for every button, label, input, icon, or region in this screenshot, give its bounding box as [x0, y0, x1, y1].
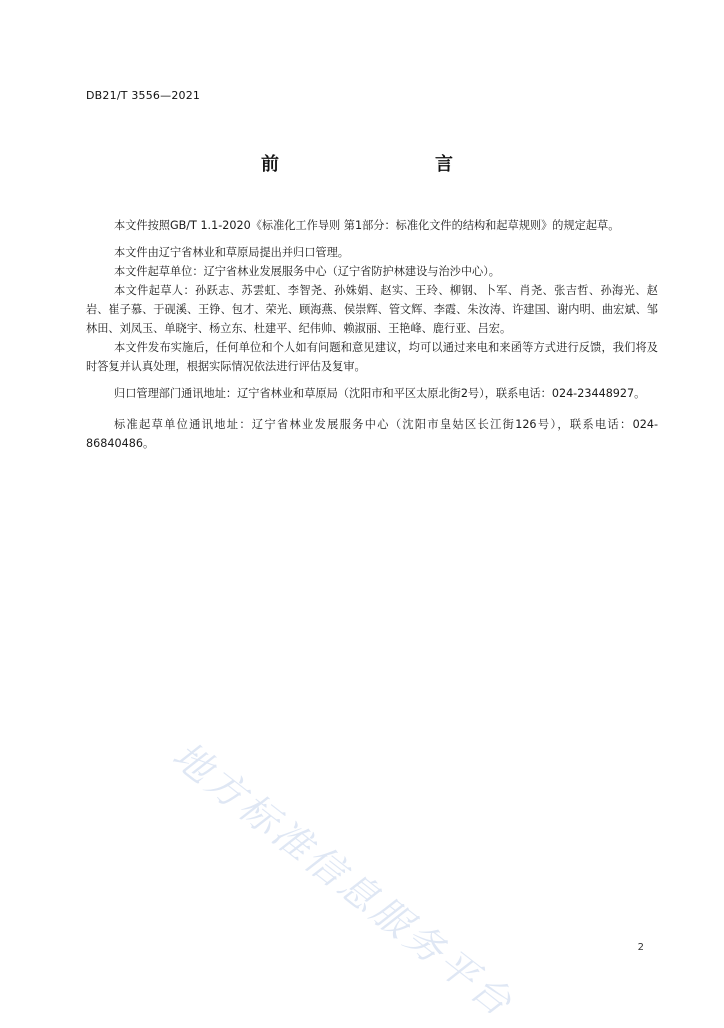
- document-code: DB21/T 3556—2021: [86, 89, 201, 102]
- paragraph-drafting-unit: 本文件起草单位：辽宁省林业发展服务中心（辽宁省防护林建设与治沙中心）。: [114, 265, 500, 278]
- document-body: [86, 216, 658, 453]
- paragraph-drafting-unit-address: 标准起草单位通讯地址：辽宁省林业发展服务中心（沈阳市皇姑区长江街126号），联系电话：024-86840486。: [86, 418, 658, 450]
- paragraph-feedback: 本文件发布实施后，任何单位和个人如有问题和意见建议，均可以通过来电和来函等方式进行反馈，我们将及时答复并认真处理，根据实际情况依法进行评估及复审。: [86, 341, 658, 373]
- paragraph-drafters: 本文件起草人：孙跃志、苏雲虹、李智尧、孙姝娟、赵实、王玲、柳钢、卜军、肖尧、张吉哲、孙海光、赵岩、崔子慕、于砚溪、王铮、包才、荣光、顾海燕、侯崇辉、管文辉、李霞、朱汝涛、许建国、谢内明、曲宏斌、邹林田、刘凤玉、单晓宇、杨立东、杜建平、纪伟帅、赖淑丽、王艳峰、鹿行亚、吕宏。: [86, 284, 658, 335]
- paragraph-proposer: 本文件由辽宁省林业和草原局提出并归口管理。: [114, 246, 349, 259]
- page-title: 前 言: [261, 154, 493, 175]
- header-divider: [86, 106, 638, 107]
- paragraph-drafting-rules: 本文件按照GB/T 1.1-2020《标准化工作导则 第1部分：标准化文件的结构和起草规则》的规定起草。: [114, 219, 620, 232]
- page-number: 2: [637, 942, 644, 953]
- watermark: 地方标准信息服务平台: [164, 732, 523, 1027]
- paragraph-admin-address: 归口管理部门通讯地址：辽宁省林业和草原局（沈阳市和平区太原北街2号），联系电话：024-23448927。: [114, 387, 646, 400]
